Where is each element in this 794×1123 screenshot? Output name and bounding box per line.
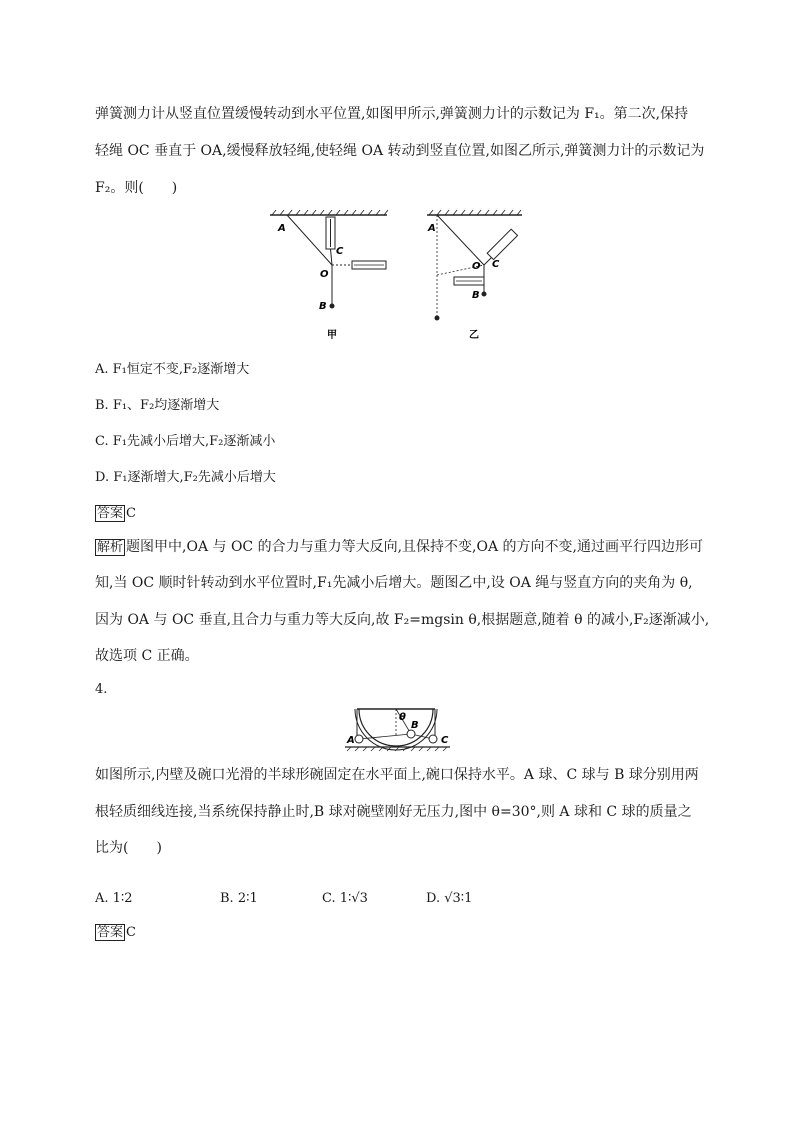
problem3-option-d: D. F₁逐渐增大,F₂先减小后增大 <box>95 470 276 485</box>
label-jia-a: A <box>278 223 286 234</box>
problem4-option-c: C. 1∶√3 <box>322 891 368 906</box>
label-bowl-b: B <box>411 720 419 731</box>
problem4-line3: 比为( ) <box>95 840 162 856</box>
problem3-option-c: C. F₁先减小后增大,F₂逐渐减小 <box>95 434 276 449</box>
problem3-line3: F₂。则( ) <box>95 180 178 196</box>
problem3-analysis-line1 <box>95 537 703 558</box>
problem3-analysis-line2: 知,当 OC 顺时针转动到水平位置时,F₁先减小后增大。题图乙中,设 OA 绳与竖直方向的夹角为 θ, <box>95 575 693 591</box>
label-jia-o: O <box>320 269 329 280</box>
answer4-label: 答案 <box>97 925 124 940</box>
label-jia-b: B <box>319 301 327 312</box>
answer-label: 答案 <box>97 506 124 521</box>
analysis-text-1: 题图甲中,OA 与 OC 的合力与重力等大反向,且保持不变,OA 的方向不变,通过画平行四边形可 <box>126 539 703 555</box>
problem3-option-a: A. F₁恒定不变,F₂逐渐增大 <box>95 362 250 377</box>
problem4-option-d: D. √3∶1 <box>426 891 473 906</box>
answer-value: C <box>126 506 136 521</box>
problem4-option-a: A. 1∶2 <box>95 891 133 906</box>
problem3-analysis-line4: 故选项 C 正确。 <box>95 648 199 664</box>
label-yi-c: C <box>492 259 500 270</box>
figure-jia <box>270 210 388 341</box>
analysis-label: 解析 <box>97 540 124 555</box>
label-bowl-a: A <box>347 735 355 746</box>
answer4-value: C <box>126 925 136 940</box>
problem3-analysis-line3: 因为 OA 与 OC 垂直,且合力与重力等大反向,故 F₂=mgsin θ,根据题意,随着 θ 的减小,F₂逐渐减小, <box>95 612 710 628</box>
problem3-line2: 轻绳 OC 垂直于 OA,缓慢释放轻绳,使轻绳 OA 转动到竖直位置,如图乙所示,弹簧测力计的示数记为 <box>95 143 705 159</box>
figure-bowl <box>345 703 455 755</box>
figure-yi <box>427 210 522 341</box>
problem4-number: 4. <box>95 682 108 697</box>
label-yi-o: O <box>472 261 481 272</box>
problem3-answer <box>95 502 136 521</box>
problem3-line1: 弹簧测力计从竖直位置缓慢转动到水平位置,如图甲所示,弹簧测力计的示数记为 F₁。第二次,保持 <box>95 106 689 122</box>
problem4-option-b: B. 2∶1 <box>220 891 258 906</box>
problem4-line1: 如图所示,内壁及碗口光滑的半球形碗固定在水平面上,碗口保持水平。A 球、C 球与 B 球分别用两 <box>95 767 699 783</box>
label-bowl-c: C <box>441 735 449 746</box>
label-yi-a: A <box>428 223 436 234</box>
problem4-line2: 根轻质细线连接,当系统保持静止时,B 球对碗壁刚好无压力,图中 θ=30°,则 A 球和 C 球的质量之 <box>95 804 692 820</box>
label-theta: θ <box>399 712 406 723</box>
figure-jia-yi <box>262 205 522 345</box>
label-jia-c: C <box>336 246 344 257</box>
problem4-answer <box>95 921 136 940</box>
caption-jia: 甲 <box>327 330 337 341</box>
caption-yi: 乙 <box>469 330 479 341</box>
problem3-option-b: B. F₁、F₂均逐渐增大 <box>95 398 220 413</box>
label-yi-b: B <box>472 290 480 301</box>
